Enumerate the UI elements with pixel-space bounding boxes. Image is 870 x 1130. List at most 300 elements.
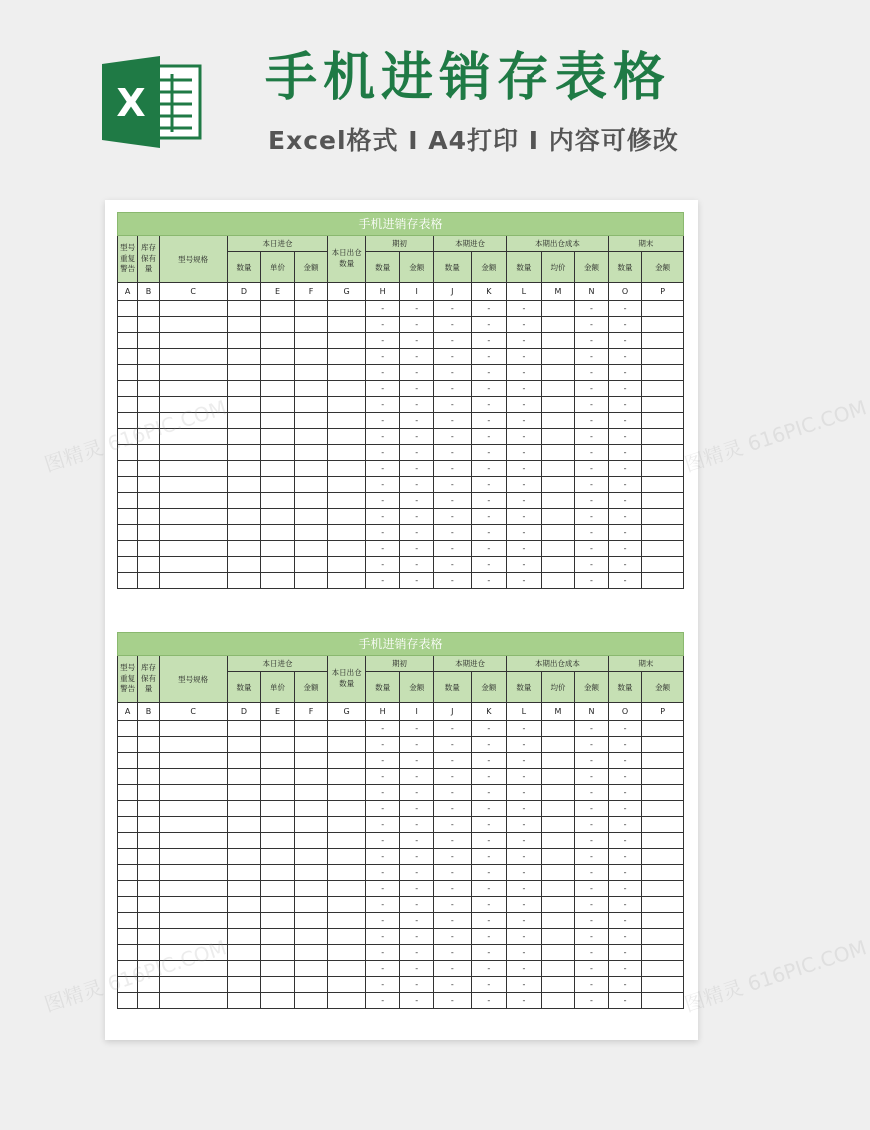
table-cell[interactable] [261, 897, 295, 913]
table-cell[interactable]: - [608, 397, 642, 413]
table-cell[interactable]: - [400, 785, 434, 801]
table-cell[interactable]: - [400, 721, 434, 737]
table-cell[interactable]: - [507, 349, 542, 365]
table-cell[interactable]: - [608, 721, 642, 737]
table-cell[interactable]: - [507, 397, 542, 413]
table-cell[interactable]: - [365, 897, 400, 913]
table-cell[interactable] [294, 849, 328, 865]
table-cell[interactable]: - [433, 429, 471, 445]
table-cell[interactable] [227, 301, 261, 317]
table-cell[interactable]: - [471, 413, 507, 429]
table-cell[interactable] [261, 753, 295, 769]
table-cell[interactable]: - [400, 881, 434, 897]
table-cell[interactable] [138, 785, 159, 801]
table-cell[interactable] [118, 333, 138, 349]
table-cell[interactable] [227, 769, 261, 785]
table-cell[interactable] [328, 509, 366, 525]
table-cell[interactable]: - [575, 817, 609, 833]
table-cell[interactable] [261, 509, 295, 525]
table-cell[interactable] [261, 977, 295, 993]
table-cell[interactable] [159, 833, 227, 849]
table-cell[interactable]: - [365, 397, 400, 413]
table-cell[interactable] [159, 333, 227, 349]
table-cell[interactable] [328, 737, 366, 753]
table-cell[interactable] [541, 721, 575, 737]
table-cell[interactable]: - [608, 849, 642, 865]
table-cell[interactable] [541, 881, 575, 897]
table-cell[interactable]: - [575, 785, 609, 801]
table-cell[interactable]: - [507, 301, 542, 317]
table-cell[interactable]: - [507, 929, 542, 945]
table-cell[interactable] [227, 349, 261, 365]
table-cell[interactable]: - [433, 785, 471, 801]
table-cell[interactable] [328, 769, 366, 785]
table-cell[interactable] [138, 977, 159, 993]
table-cell[interactable]: - [433, 721, 471, 737]
table-cell[interactable]: - [575, 365, 609, 381]
table-cell[interactable]: - [575, 301, 609, 317]
table-cell[interactable] [328, 993, 366, 1009]
table-cell[interactable] [328, 445, 366, 461]
table-cell[interactable] [642, 721, 684, 737]
table-cell[interactable]: - [365, 301, 400, 317]
table-cell[interactable] [159, 961, 227, 977]
table-cell[interactable] [261, 865, 295, 881]
table-cell[interactable]: - [433, 397, 471, 413]
table-cell[interactable]: - [507, 849, 542, 865]
table-cell[interactable] [294, 753, 328, 769]
table-cell[interactable]: - [471, 509, 507, 525]
table-cell[interactable] [138, 817, 159, 833]
table-cell[interactable]: - [471, 881, 507, 897]
table-cell[interactable] [328, 365, 366, 381]
table-cell[interactable] [261, 817, 295, 833]
table-cell[interactable] [642, 573, 684, 589]
table-cell[interactable] [541, 429, 575, 445]
table-cell[interactable] [138, 961, 159, 977]
table-cell[interactable] [642, 557, 684, 573]
table-cell[interactable] [118, 961, 138, 977]
table-cell[interactable]: - [433, 365, 471, 381]
table-cell[interactable]: - [433, 737, 471, 753]
table-cell[interactable]: - [507, 945, 542, 961]
table-cell[interactable] [138, 913, 159, 929]
table-cell[interactable]: - [433, 913, 471, 929]
table-cell[interactable]: - [365, 721, 400, 737]
table-cell[interactable] [261, 557, 295, 573]
table-cell[interactable]: - [365, 365, 400, 381]
table-cell[interactable] [328, 897, 366, 913]
table-cell[interactable] [227, 317, 261, 333]
table-cell[interactable] [118, 897, 138, 913]
table-cell[interactable]: - [608, 993, 642, 1009]
table-cell[interactable]: - [575, 753, 609, 769]
table-cell[interactable] [118, 977, 138, 993]
table-cell[interactable] [159, 945, 227, 961]
table-cell[interactable] [227, 557, 261, 573]
table-cell[interactable] [138, 381, 159, 397]
table-cell[interactable] [138, 349, 159, 365]
table-cell[interactable] [541, 849, 575, 865]
table-cell[interactable]: - [400, 541, 434, 557]
table-cell[interactable]: - [433, 333, 471, 349]
table-cell[interactable] [261, 445, 295, 461]
table-cell[interactable]: - [608, 445, 642, 461]
table-cell[interactable] [642, 333, 684, 349]
table-cell[interactable] [328, 413, 366, 429]
table-cell[interactable] [227, 429, 261, 445]
table-cell[interactable] [227, 817, 261, 833]
table-cell[interactable] [642, 413, 684, 429]
table-cell[interactable] [138, 769, 159, 785]
table-cell[interactable]: - [400, 349, 434, 365]
table-cell[interactable] [642, 993, 684, 1009]
table-cell[interactable] [642, 865, 684, 881]
table-cell[interactable]: - [575, 413, 609, 429]
table-cell[interactable] [328, 461, 366, 477]
table-cell[interactable]: - [608, 365, 642, 381]
table-cell[interactable] [294, 833, 328, 849]
table-cell[interactable] [118, 573, 138, 589]
table-cell[interactable]: - [433, 477, 471, 493]
table-cell[interactable] [541, 865, 575, 881]
table-cell[interactable] [294, 721, 328, 737]
table-cell[interactable] [541, 525, 575, 541]
table-cell[interactable] [541, 557, 575, 573]
table-cell[interactable] [642, 913, 684, 929]
table-cell[interactable] [138, 365, 159, 381]
table-cell[interactable] [118, 317, 138, 333]
table-cell[interactable] [541, 833, 575, 849]
table-cell[interactable] [294, 945, 328, 961]
table-cell[interactable]: - [471, 333, 507, 349]
table-cell[interactable] [328, 753, 366, 769]
table-cell[interactable] [227, 477, 261, 493]
table-cell[interactable] [642, 977, 684, 993]
table-cell[interactable]: - [365, 945, 400, 961]
table-cell[interactable] [227, 493, 261, 509]
table-cell[interactable]: - [575, 525, 609, 541]
table-cell[interactable]: - [608, 817, 642, 833]
table-cell[interactable]: - [608, 381, 642, 397]
table-cell[interactable]: - [365, 557, 400, 573]
table-cell[interactable]: - [365, 477, 400, 493]
table-cell[interactable]: - [507, 541, 542, 557]
table-cell[interactable]: - [365, 509, 400, 525]
table-cell[interactable] [294, 817, 328, 833]
table-cell[interactable]: - [575, 557, 609, 573]
table-cell[interactable] [118, 817, 138, 833]
table-cell[interactable]: - [365, 913, 400, 929]
table-cell[interactable] [227, 365, 261, 381]
table-cell[interactable] [159, 525, 227, 541]
table-cell[interactable] [294, 865, 328, 881]
table-cell[interactable] [642, 897, 684, 913]
table-cell[interactable] [294, 349, 328, 365]
table-cell[interactable] [261, 833, 295, 849]
table-cell[interactable]: - [575, 429, 609, 445]
table-cell[interactable]: - [365, 785, 400, 801]
table-cell[interactable] [118, 445, 138, 461]
table-cell[interactable]: - [608, 785, 642, 801]
table-cell[interactable] [328, 493, 366, 509]
table-cell[interactable]: - [365, 317, 400, 333]
table-cell[interactable] [227, 573, 261, 589]
table-cell[interactable] [328, 785, 366, 801]
table-cell[interactable] [541, 801, 575, 817]
table-cell[interactable]: - [471, 945, 507, 961]
table-cell[interactable] [118, 753, 138, 769]
table-cell[interactable]: - [608, 525, 642, 541]
table-cell[interactable]: - [400, 801, 434, 817]
table-cell[interactable]: - [575, 769, 609, 785]
table-cell[interactable] [261, 381, 295, 397]
table-cell[interactable] [159, 381, 227, 397]
table-cell[interactable] [138, 833, 159, 849]
table-cell[interactable]: - [608, 833, 642, 849]
table-cell[interactable] [159, 817, 227, 833]
table-cell[interactable] [227, 913, 261, 929]
table-cell[interactable] [159, 849, 227, 865]
table-cell[interactable] [261, 429, 295, 445]
table-cell[interactable] [541, 753, 575, 769]
table-cell[interactable] [138, 429, 159, 445]
table-cell[interactable] [294, 929, 328, 945]
table-cell[interactable]: - [433, 413, 471, 429]
table-cell[interactable]: - [433, 945, 471, 961]
table-cell[interactable]: - [608, 317, 642, 333]
table-cell[interactable]: - [471, 525, 507, 541]
table-cell[interactable] [261, 769, 295, 785]
table-cell[interactable]: - [400, 737, 434, 753]
table-cell[interactable] [227, 397, 261, 413]
table-cell[interactable] [138, 993, 159, 1009]
table-cell[interactable] [159, 769, 227, 785]
table-cell[interactable] [328, 849, 366, 865]
table-cell[interactable]: - [507, 833, 542, 849]
table-cell[interactable] [138, 413, 159, 429]
table-cell[interactable]: - [507, 381, 542, 397]
table-cell[interactable] [138, 801, 159, 817]
table-cell[interactable] [541, 365, 575, 381]
table-cell[interactable]: - [365, 993, 400, 1009]
table-cell[interactable] [642, 461, 684, 477]
table-cell[interactable]: - [608, 961, 642, 977]
table-cell[interactable] [328, 541, 366, 557]
table-cell[interactable]: - [608, 929, 642, 945]
table-cell[interactable] [541, 817, 575, 833]
table-cell[interactable] [118, 913, 138, 929]
table-cell[interactable]: - [507, 769, 542, 785]
table-cell[interactable]: - [433, 317, 471, 333]
table-cell[interactable]: - [507, 413, 542, 429]
table-cell[interactable] [159, 397, 227, 413]
table-cell[interactable] [642, 381, 684, 397]
table-cell[interactable]: - [365, 849, 400, 865]
table-cell[interactable] [118, 769, 138, 785]
table-cell[interactable]: - [575, 493, 609, 509]
table-cell[interactable] [642, 945, 684, 961]
table-cell[interactable] [541, 397, 575, 413]
table-cell[interactable] [541, 349, 575, 365]
table-cell[interactable] [227, 525, 261, 541]
table-cell[interactable]: - [365, 929, 400, 945]
table-cell[interactable]: - [471, 573, 507, 589]
table-cell[interactable] [227, 849, 261, 865]
table-cell[interactable]: - [433, 525, 471, 541]
table-cell[interactable]: - [433, 753, 471, 769]
table-cell[interactable] [159, 753, 227, 769]
table-cell[interactable]: - [507, 881, 542, 897]
table-cell[interactable] [541, 493, 575, 509]
table-cell[interactable]: - [433, 301, 471, 317]
table-cell[interactable]: - [507, 317, 542, 333]
table-cell[interactable]: - [400, 477, 434, 493]
table-cell[interactable]: - [400, 865, 434, 881]
table-cell[interactable]: - [471, 753, 507, 769]
table-cell[interactable]: - [575, 993, 609, 1009]
table-cell[interactable] [138, 753, 159, 769]
table-cell[interactable] [261, 477, 295, 493]
table-cell[interactable] [159, 573, 227, 589]
table-cell[interactable] [541, 301, 575, 317]
table-cell[interactable] [227, 881, 261, 897]
table-cell[interactable]: - [507, 817, 542, 833]
table-cell[interactable] [328, 865, 366, 881]
table-cell[interactable] [118, 721, 138, 737]
table-cell[interactable] [261, 317, 295, 333]
table-cell[interactable] [159, 897, 227, 913]
table-cell[interactable] [159, 993, 227, 1009]
table-cell[interactable]: - [400, 365, 434, 381]
table-cell[interactable]: - [471, 833, 507, 849]
table-cell[interactable] [159, 785, 227, 801]
table-cell[interactable] [541, 769, 575, 785]
table-cell[interactable]: - [507, 445, 542, 461]
table-cell[interactable] [159, 301, 227, 317]
table-cell[interactable] [294, 525, 328, 541]
table-cell[interactable] [328, 525, 366, 541]
table-cell[interactable] [294, 993, 328, 1009]
table-cell[interactable] [294, 429, 328, 445]
table-cell[interactable]: - [365, 737, 400, 753]
table-cell[interactable]: - [433, 881, 471, 897]
table-cell[interactable] [227, 753, 261, 769]
table-cell[interactable]: - [433, 849, 471, 865]
table-cell[interactable] [159, 913, 227, 929]
table-cell[interactable] [541, 977, 575, 993]
table-cell[interactable]: - [365, 493, 400, 509]
table-cell[interactable] [118, 365, 138, 381]
table-cell[interactable]: - [575, 977, 609, 993]
table-cell[interactable]: - [433, 897, 471, 913]
table-cell[interactable]: - [471, 721, 507, 737]
table-cell[interactable] [328, 301, 366, 317]
table-cell[interactable] [227, 445, 261, 461]
table-cell[interactable] [159, 429, 227, 445]
table-cell[interactable]: - [433, 865, 471, 881]
table-cell[interactable] [328, 977, 366, 993]
table-cell[interactable] [118, 849, 138, 865]
table-cell[interactable]: - [471, 977, 507, 993]
table-cell[interactable]: - [471, 381, 507, 397]
table-cell[interactable] [261, 737, 295, 753]
table-cell[interactable] [328, 557, 366, 573]
table-cell[interactable] [261, 929, 295, 945]
table-cell[interactable] [642, 817, 684, 833]
table-cell[interactable]: - [471, 993, 507, 1009]
table-cell[interactable] [261, 961, 295, 977]
table-cell[interactable]: - [433, 817, 471, 833]
table-cell[interactable] [227, 897, 261, 913]
table-cell[interactable]: - [400, 381, 434, 397]
table-cell[interactable]: - [608, 557, 642, 573]
table-cell[interactable] [118, 461, 138, 477]
table-cell[interactable]: - [507, 721, 542, 737]
table-cell[interactable]: - [608, 509, 642, 525]
table-cell[interactable]: - [365, 769, 400, 785]
table-cell[interactable]: - [471, 301, 507, 317]
table-cell[interactable] [227, 993, 261, 1009]
table-cell[interactable]: - [365, 525, 400, 541]
table-cell[interactable]: - [507, 897, 542, 913]
table-cell[interactable]: - [471, 397, 507, 413]
table-cell[interactable] [294, 573, 328, 589]
table-cell[interactable] [541, 445, 575, 461]
table-cell[interactable]: - [507, 573, 542, 589]
table-cell[interactable]: - [608, 977, 642, 993]
table-cell[interactable]: - [608, 801, 642, 817]
table-cell[interactable] [328, 817, 366, 833]
table-cell[interactable]: - [471, 445, 507, 461]
table-cell[interactable]: - [400, 301, 434, 317]
table-cell[interactable]: - [400, 977, 434, 993]
table-cell[interactable]: - [400, 817, 434, 833]
table-cell[interactable] [261, 413, 295, 429]
table-cell[interactable]: - [575, 865, 609, 881]
table-cell[interactable] [328, 333, 366, 349]
table-cell[interactable] [541, 573, 575, 589]
table-cell[interactable] [642, 833, 684, 849]
table-cell[interactable]: - [608, 413, 642, 429]
table-cell[interactable]: - [400, 573, 434, 589]
table-cell[interactable]: - [507, 961, 542, 977]
table-cell[interactable] [261, 541, 295, 557]
table-cell[interactable]: - [575, 509, 609, 525]
table-cell[interactable]: - [433, 445, 471, 461]
table-cell[interactable]: - [400, 913, 434, 929]
table-cell[interactable] [138, 557, 159, 573]
table-cell[interactable]: - [471, 801, 507, 817]
table-cell[interactable]: - [433, 961, 471, 977]
table-cell[interactable] [642, 525, 684, 541]
table-cell[interactable]: - [575, 445, 609, 461]
table-cell[interactable]: - [365, 881, 400, 897]
table-cell[interactable]: - [575, 349, 609, 365]
table-cell[interactable] [294, 413, 328, 429]
table-cell[interactable]: - [608, 897, 642, 913]
table-cell[interactable] [159, 477, 227, 493]
table-cell[interactable] [294, 541, 328, 557]
table-cell[interactable] [261, 721, 295, 737]
table-cell[interactable] [642, 509, 684, 525]
table-cell[interactable]: - [575, 461, 609, 477]
table-cell[interactable]: - [433, 769, 471, 785]
table-cell[interactable]: - [575, 897, 609, 913]
table-cell[interactable]: - [433, 509, 471, 525]
table-cell[interactable] [138, 573, 159, 589]
table-cell[interactable] [328, 477, 366, 493]
